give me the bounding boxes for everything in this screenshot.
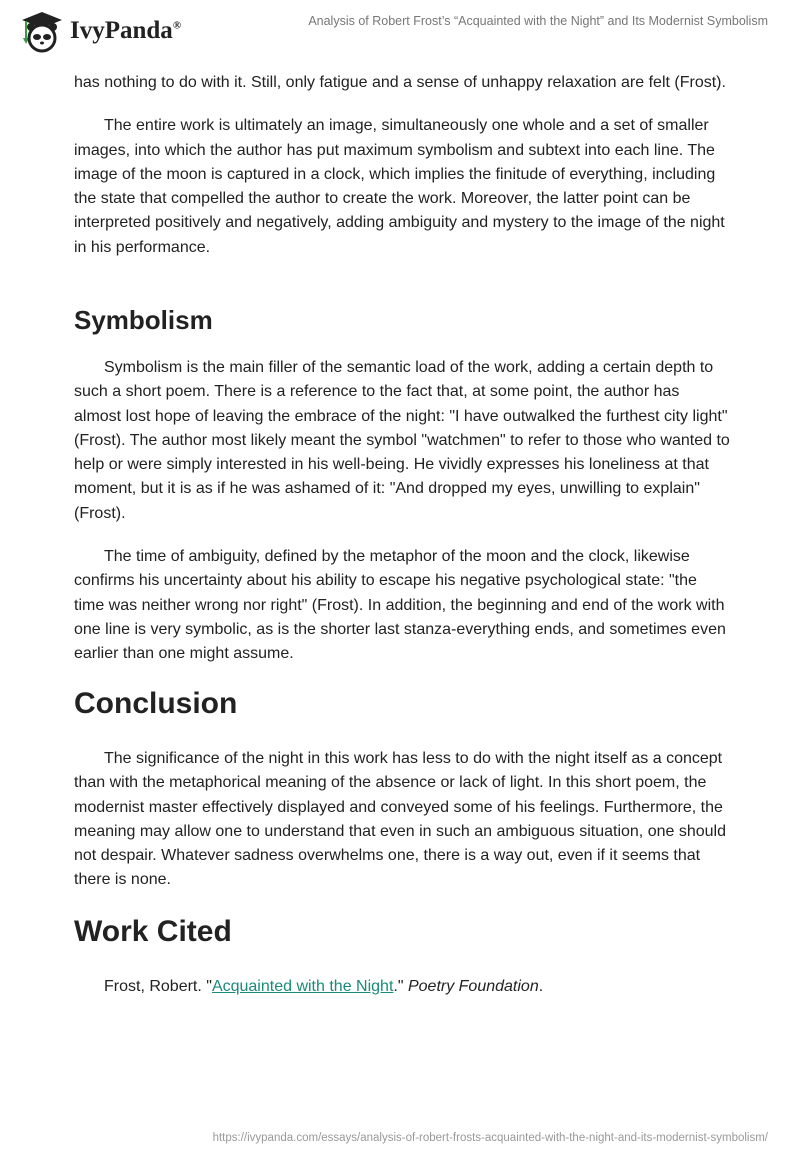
section-heading: Work Cited: [74, 915, 232, 948]
intro-section: [74, 71, 730, 260]
paragraph: The significance of the night in this work has less to do with the night itself as a concept than with the metaphorical meaning of the absence or lack of light. In this short poem, the modernist master effectively displayed and conveyed some of his feelings. Furthermore, the meaning may allow one to understand that even in such an ambiguous situation, one should not despair. Whatever sadness overwhelms one, there is a way out, even if it seems that there is none.: [74, 750, 726, 889]
citation-prefix: Frost, Robert. ": [104, 978, 212, 995]
panda-graduate-icon: [18, 8, 64, 54]
work-cited-section: [74, 915, 730, 999]
conclusion-section: [74, 687, 730, 893]
logo-text: IvyPanda: [70, 17, 173, 44]
section-heading: Symbolism: [74, 305, 213, 335]
paragraph: Symbolism is the main filler of the semantic load of the work, adding a certain depth to such a short poem. There is a reference to the fact that, at some point, the author has almost lost hope of leaving the embrace of the night: "I have outwalked the furthest city light" (Frost). The author most likely meant the symbol "watchmen" to refer to those who wanted to help or were simply interested in his well-being. He vividly expresses his loneliness at that moment, but it is as if he was ashamed of it: "And dropped my eyes, unwilling to explain" (Frost).: [74, 359, 730, 522]
registered-mark: ®: [172, 19, 182, 32]
citation-suffix: .: [538, 978, 544, 995]
footer-url: https://ivypanda.com/essays/analysis-of-robert-frosts-acquainted-with-the-night-and-its-modernist-symbolism/: [212, 1132, 768, 1144]
citation: [74, 975, 730, 999]
paragraph: has nothing to do with it. Still, only fatigue and a sense of unhappy relaxation are felt (Frost).: [74, 74, 726, 91]
citation-mid: .": [393, 978, 408, 995]
paragraph: The entire work is ultimately an image, simultaneously one whole and a set of smaller images, into which the author has put maximum symbolism and subtext into each line. The image of the moon is captured in a clock, which implies the finitude of everything, including the state that compelled the author to create the work. Moreover, the latter point can be interpreted positively and negatively, adding ambiguity and mystery to the image of the night in his performance.: [74, 117, 725, 256]
document-title: Analysis of Robert Frost’s “Acquainted with the Night” and Its Modernist Symbolism: [308, 14, 768, 28]
ivypanda-logo[interactable]: [18, 8, 181, 54]
symbolism-section: [74, 305, 730, 667]
paragraph: The time of ambiguity, defined by the metaphor of the moon and the clock, likewise confirms his uncertainty about his ability to escape his negative psychological state: "the time was neither wrong nor right" (Frost). In addition, the beginning and end of the work with one line is very symbolic, as is the shorter last stanza-everything ends, and sometimes even earlier than one might assume.: [74, 548, 726, 663]
citation-source: Poetry Foundation: [407, 978, 539, 995]
section-heading: Conclusion: [74, 687, 238, 720]
citation-link[interactable]: Acquainted with the Night: [211, 978, 394, 995]
